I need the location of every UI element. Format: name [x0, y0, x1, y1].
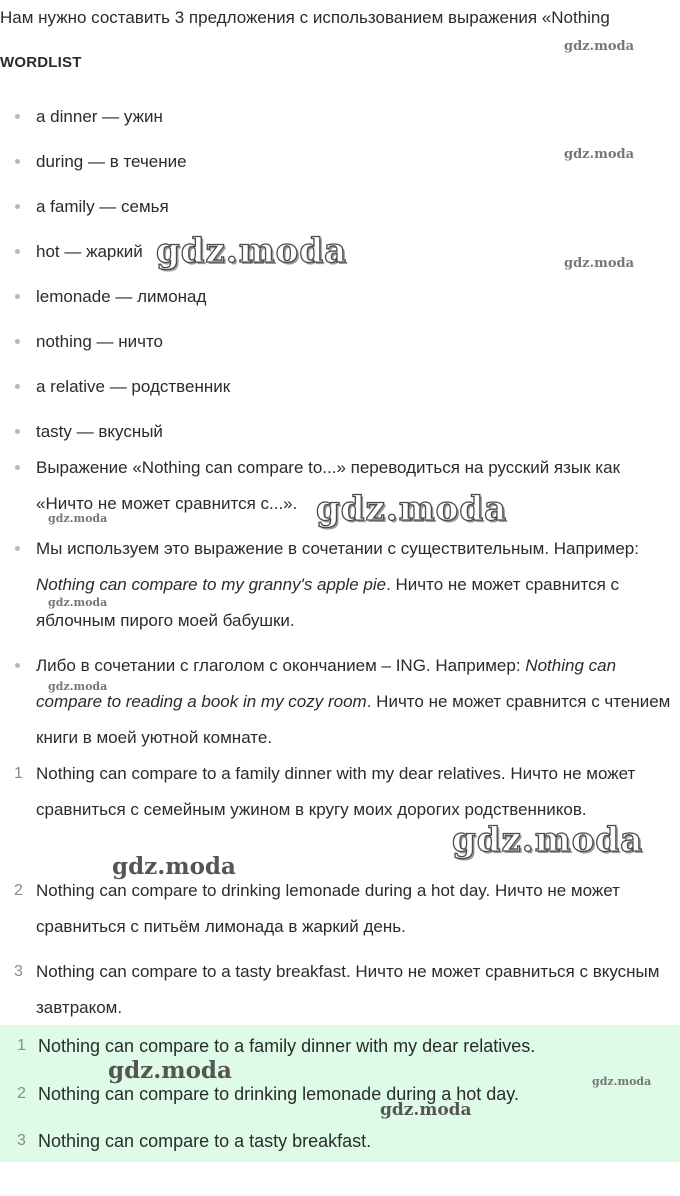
watermark: gdz.moda [316, 489, 508, 529]
watermark: gdz.moda [48, 596, 108, 609]
bullet-icon [15, 249, 20, 254]
watermark: gdz.moda [564, 147, 635, 162]
watermark: gdz.moda [112, 853, 236, 880]
bullet-icon [15, 339, 20, 344]
bullet-icon [15, 546, 20, 551]
bullet-icon [15, 204, 20, 209]
watermark: gdz.moda [564, 256, 635, 271]
watermark: gdz.moda [48, 680, 108, 693]
watermark: gdz.moda [48, 512, 108, 525]
watermark: gdz.moda [380, 1100, 472, 1120]
intro-text: Нам нужно составить 3 предложения с использованием выражения «Nothing [0, 8, 610, 27]
watermark: gdz.moda [108, 1057, 232, 1084]
bullet-icon [15, 294, 20, 299]
watermark: gdz.moda [156, 231, 348, 271]
bullet-icon [15, 465, 20, 470]
bullet-icon [15, 114, 20, 119]
bullet-icon [15, 429, 20, 434]
wordlist-heading: WORDLIST [0, 54, 82, 71]
bullet-icon [15, 384, 20, 389]
watermark: gdz.moda [452, 820, 644, 860]
watermark: gdz.moda [592, 1075, 652, 1088]
watermark: gdz.moda [564, 39, 635, 54]
answer-box: 1 Nothing can compare to a family dinner with my dear relatives. 2 Nothing can compare to drinking lemonade during a hot day. 3 Nothing can compare to a tasty breakfast. [0, 1025, 680, 1162]
bullet-icon [15, 159, 20, 164]
bullet-icon [15, 663, 20, 668]
